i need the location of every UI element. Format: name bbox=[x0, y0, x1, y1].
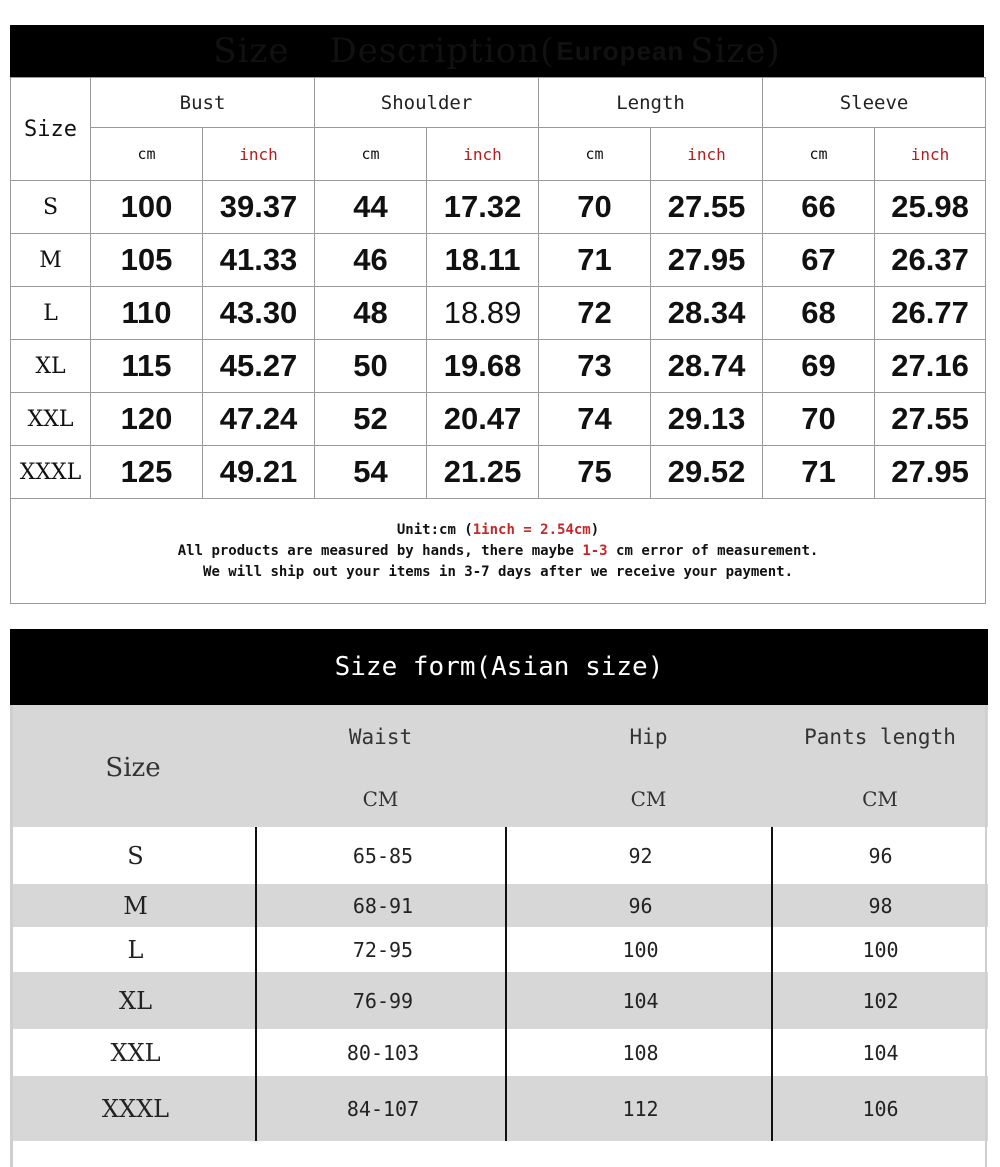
hip-cell: 108 bbox=[622, 1040, 659, 1065]
waist-cell: 84-107 bbox=[346, 1096, 420, 1121]
size-cell: L bbox=[127, 935, 144, 964]
title-description-word: Description( bbox=[329, 31, 555, 71]
length-cm-cell: 74 bbox=[539, 393, 651, 446]
length-cm-cell: 71 bbox=[539, 234, 651, 287]
size-cell: L bbox=[11, 287, 91, 340]
size-cell: XXL bbox=[11, 393, 91, 446]
sleeve-inch-cell: 27.16 bbox=[875, 340, 986, 393]
table-left-border bbox=[10, 705, 13, 1167]
pants-length-cell: 104 bbox=[862, 1040, 899, 1065]
sleeve-cm-cell: 68 bbox=[763, 287, 875, 340]
length-inch-cell: 27.95 bbox=[651, 234, 763, 287]
hip-cell: 104 bbox=[622, 988, 659, 1013]
sleeve-cm-cell: 69 bbox=[763, 340, 875, 393]
bust-inch-cell: 39.37 bbox=[203, 181, 315, 234]
size-cell: XL bbox=[11, 340, 91, 393]
hip-header: Hip bbox=[629, 725, 668, 749]
table-row bbox=[11, 446, 986, 499]
bust-inch-cell: 47.24 bbox=[203, 393, 315, 446]
table-row bbox=[11, 287, 986, 340]
waist-cell: 72-95 bbox=[352, 937, 414, 962]
length-cm-cell: 70 bbox=[539, 181, 651, 234]
table-row bbox=[13, 827, 988, 884]
length-cm-cell: 73 bbox=[539, 340, 651, 393]
bust-inch-cell: 49.21 bbox=[203, 446, 315, 499]
unit-cm: cm bbox=[763, 128, 875, 181]
shoulder-cm-cell: 46 bbox=[315, 234, 427, 287]
table-row bbox=[13, 972, 988, 1029]
shoulder-cm-cell: 54 bbox=[315, 446, 427, 499]
table-row bbox=[13, 884, 988, 927]
note-inch-conversion: 1inch = 2.54cm bbox=[472, 521, 591, 538]
waist-unit: CM bbox=[362, 787, 399, 811]
measurement-note-row bbox=[11, 499, 986, 604]
size-cell: S bbox=[127, 841, 144, 870]
length-cm-cell: 72 bbox=[539, 287, 651, 340]
shoulder-cm-cell: 44 bbox=[315, 181, 427, 234]
pants-length-cell: 102 bbox=[862, 988, 899, 1013]
asian-size-header: Size bbox=[105, 753, 161, 783]
bust-cm-cell: 115 bbox=[91, 340, 203, 393]
measurement-note bbox=[11, 499, 986, 604]
bust-inch-cell: 41.33 bbox=[203, 234, 315, 287]
bust-cm-cell: 125 bbox=[91, 446, 203, 499]
shoulder-inch-cell: 18.11 bbox=[427, 234, 539, 287]
table-right-border bbox=[985, 705, 987, 1167]
bust-inch-cell: 43.30 bbox=[203, 287, 315, 340]
bust-cm-cell: 110 bbox=[91, 287, 203, 340]
pants-length-cell: 98 bbox=[868, 893, 893, 918]
length-inch-cell: 27.55 bbox=[651, 181, 763, 234]
bust-cm-cell: 105 bbox=[91, 234, 203, 287]
title-size-word: Size bbox=[213, 31, 290, 71]
note-shipping-line: We will ship out your items in 3-7 days after we receive your payment. bbox=[203, 563, 794, 580]
bust-cm-cell: 100 bbox=[91, 181, 203, 234]
column-divider bbox=[771, 827, 773, 1141]
shoulder-inch-cell: 17.32 bbox=[427, 181, 539, 234]
waist-header: Waist bbox=[348, 725, 413, 749]
title-european-word: European bbox=[556, 35, 685, 66]
unit-inch: inch bbox=[203, 128, 315, 181]
note-error-range: 1-3 bbox=[582, 542, 608, 559]
note-unit-line: Unit:cm (1inch = 2.54cm) bbox=[396, 521, 600, 538]
table-row bbox=[13, 1076, 988, 1141]
hip-cell: 100 bbox=[622, 937, 659, 962]
sleeve-inch-cell: 27.55 bbox=[875, 393, 986, 446]
european-grid bbox=[10, 77, 986, 604]
shoulder-cm-cell: 48 bbox=[315, 287, 427, 340]
unit-inch: inch bbox=[427, 128, 539, 181]
table-row bbox=[11, 340, 986, 393]
size-cell: XXL bbox=[110, 1038, 161, 1067]
shoulder-inch-cell: 20.47 bbox=[427, 393, 539, 446]
european-size-table bbox=[10, 25, 984, 607]
unit-cm: cm bbox=[315, 128, 427, 181]
unit-inch: inch bbox=[651, 128, 763, 181]
size-cell: M bbox=[11, 234, 91, 287]
pants-length-unit: CM bbox=[862, 787, 898, 811]
length-cm-cell: 75 bbox=[539, 446, 651, 499]
shoulder-header: Shoulder bbox=[315, 78, 539, 128]
sleeve-cm-cell: 66 bbox=[763, 181, 875, 234]
hip-cell: 92 bbox=[628, 843, 653, 868]
size-column-header: Size bbox=[11, 78, 91, 181]
sleeve-inch-cell: 27.95 bbox=[875, 446, 986, 499]
sleeve-cm-cell: 70 bbox=[763, 393, 875, 446]
length-inch-cell: 28.74 bbox=[651, 340, 763, 393]
sleeve-cm-cell: 71 bbox=[763, 446, 875, 499]
size-cell: S bbox=[11, 181, 91, 234]
length-inch-cell: 28.34 bbox=[651, 287, 763, 340]
pants-length-cell: 100 bbox=[862, 937, 899, 962]
shoulder-cm-cell: 50 bbox=[315, 340, 427, 393]
unit-inch: inch bbox=[875, 128, 986, 181]
bust-cm-cell: 120 bbox=[91, 393, 203, 446]
pants-length-cell: 96 bbox=[868, 843, 893, 868]
length-inch-cell: 29.13 bbox=[651, 393, 763, 446]
waist-cell: 76-99 bbox=[352, 988, 414, 1013]
unit-cm: cm bbox=[91, 128, 203, 181]
sleeve-cm-cell: 67 bbox=[763, 234, 875, 287]
pants-length-header: Pants length bbox=[804, 725, 956, 749]
sleeve-header: Sleeve bbox=[763, 78, 986, 128]
note-measure-line: All products are measured by hands, there maybe 1-3 cm error of measurement. bbox=[177, 542, 819, 559]
sleeve-inch-cell: 26.37 bbox=[875, 234, 986, 287]
table-row bbox=[11, 393, 986, 446]
size-cell: M bbox=[123, 891, 148, 920]
waist-cell: 80-103 bbox=[346, 1040, 420, 1065]
length-header: Length bbox=[539, 78, 763, 128]
sleeve-inch-cell: 25.98 bbox=[875, 181, 986, 234]
bust-inch-cell: 45.27 bbox=[203, 340, 315, 393]
size-cell: XL bbox=[118, 986, 153, 1015]
title-size-close: Size) bbox=[690, 31, 781, 71]
size-cell: XXXL bbox=[11, 446, 91, 499]
table-row bbox=[13, 927, 988, 972]
hip-cell: 96 bbox=[628, 893, 653, 918]
bust-header: Bust bbox=[91, 78, 315, 128]
asian-header-band bbox=[13, 705, 988, 827]
shoulder-inch-cell: 21.25 bbox=[427, 446, 539, 499]
column-divider bbox=[505, 827, 507, 1141]
column-divider bbox=[255, 827, 257, 1141]
table-row bbox=[11, 181, 986, 234]
table-row bbox=[11, 234, 986, 287]
waist-cell: 65-85 bbox=[352, 843, 414, 868]
shoulder-inch-cell: 19.68 bbox=[427, 340, 539, 393]
shoulder-cm-cell: 52 bbox=[315, 393, 427, 446]
asian-size-table bbox=[10, 629, 988, 1167]
unit-cm: cm bbox=[539, 128, 651, 181]
sleeve-inch-cell: 26.77 bbox=[875, 287, 986, 340]
waist-cell: 68-91 bbox=[352, 893, 414, 918]
pants-length-cell: 106 bbox=[862, 1096, 899, 1121]
table-row bbox=[13, 1029, 988, 1076]
european-title bbox=[10, 25, 984, 77]
length-inch-cell: 29.52 bbox=[651, 446, 763, 499]
hip-cell: 112 bbox=[622, 1096, 659, 1121]
shoulder-inch-cell: 18.89 bbox=[427, 287, 539, 340]
asian-title: Size form(Asian size) bbox=[334, 652, 664, 682]
hip-unit: CM bbox=[630, 787, 667, 811]
size-cell: XXXL bbox=[101, 1094, 170, 1123]
